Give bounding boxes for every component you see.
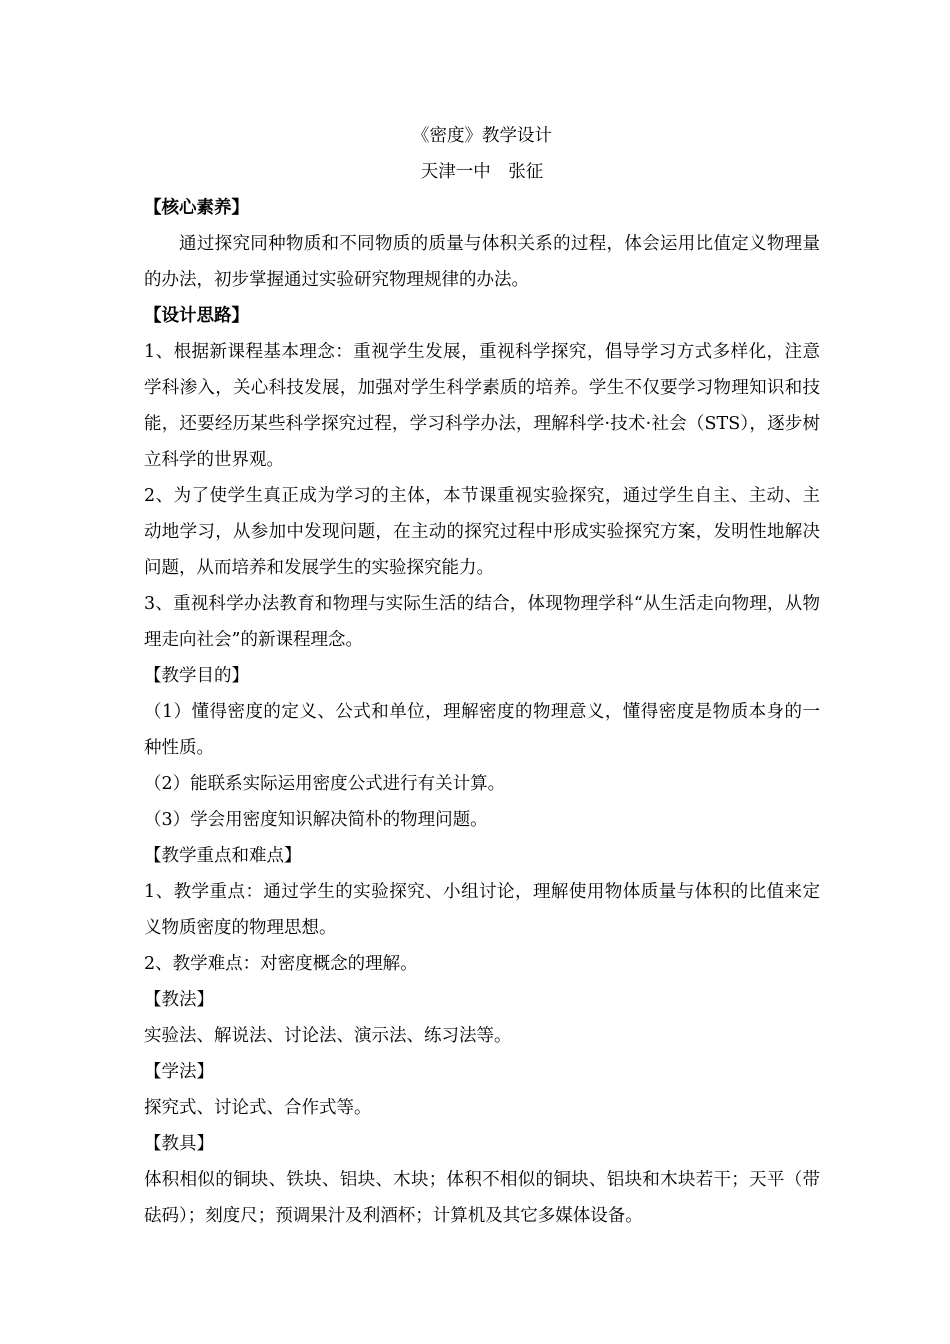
paragraph-learning-method: 探究式、讨论式、合作式等。 bbox=[144, 1098, 372, 1118]
heading-teaching-goals: 【教学目的】 bbox=[144, 666, 249, 686]
paragraph-goal-3: （3）学会用密度知识解决简朴的物理问题。 bbox=[144, 810, 488, 830]
paragraph-key-point-2: 2、教学难点：对密度概念的理解。 bbox=[144, 954, 418, 974]
document-title: 《密度》教学设计 bbox=[412, 126, 552, 146]
paragraph-design-1: 1、根据新课程基本理念：重视学生发展，重视科学探究，倡导学习方式多样化，注意学科渗入，关心科技发展，加强对学生科学素质的培养。学生不仅要学习物理知识和技能，还要经历某些科学探究过程，学习科学办法，理解科学·技术·社会（STS），逐步树立科学的世界观。 bbox=[144, 342, 820, 470]
paragraph-key-point-1: 1、教学重点：通过学生的实验探究、小组讨论，理解使用物体质量与体积的比值来定义物质密度的物理思想。 bbox=[144, 882, 820, 938]
paragraph-goal-1: （1）懂得密度的定义、公式和单位，理解密度的物理意义，懂得密度是物质本身的一种性质。 bbox=[144, 702, 820, 758]
paragraph-teaching-method: 实验法、解说法、讨论法、演示法、练习法等。 bbox=[144, 1026, 512, 1046]
heading-key-points: 【教学重点和难点】 bbox=[144, 846, 302, 866]
paragraph-core-literacy: 通过探究同种物质和不同物质的质量与体积关系的过程，体会运用比值定义物理量的办法，初步掌握通过实验研究物理规律的办法。 bbox=[144, 234, 820, 290]
paragraph-teaching-tools: 体积相似的铜块、铁块、铝块、木块；体积不相似的铜块、铝块和木块若干；天平（带砝码）；刻度尺；预调果汁及利酒杯；计算机及其它多媒体设备。 bbox=[144, 1170, 820, 1226]
heading-core-literacy: 【核心素养】 bbox=[144, 198, 249, 218]
paragraph-design-2: 2、为了使学生真正成为学习的主体，本节课重视实验探究，通过学生自主、主动、主动地学习，从参加中发现问题，在主动的探究过程中形成实验探究方案，发明性地解决问题，从而培养和发展学生的实验探究能力。 bbox=[144, 486, 820, 578]
heading-learning-method: 【学法】 bbox=[144, 1062, 214, 1082]
document-author: 天津一中 张征 bbox=[420, 162, 544, 182]
document-page bbox=[144, 118, 820, 1234]
paragraph-design-3: 3、重视科学办法教育和物理与实际生活的结合，体现物理学科“从生活走向物理，从物理走向社会”的新课程理念。 bbox=[144, 594, 820, 650]
heading-teaching-tools: 【教具】 bbox=[144, 1134, 214, 1154]
paragraph-goal-2: （2）能联系实际运用密度公式进行有关计算。 bbox=[144, 774, 506, 794]
heading-teaching-method: 【教法】 bbox=[144, 990, 214, 1010]
heading-design-ideas: 【设计思路】 bbox=[144, 306, 249, 326]
